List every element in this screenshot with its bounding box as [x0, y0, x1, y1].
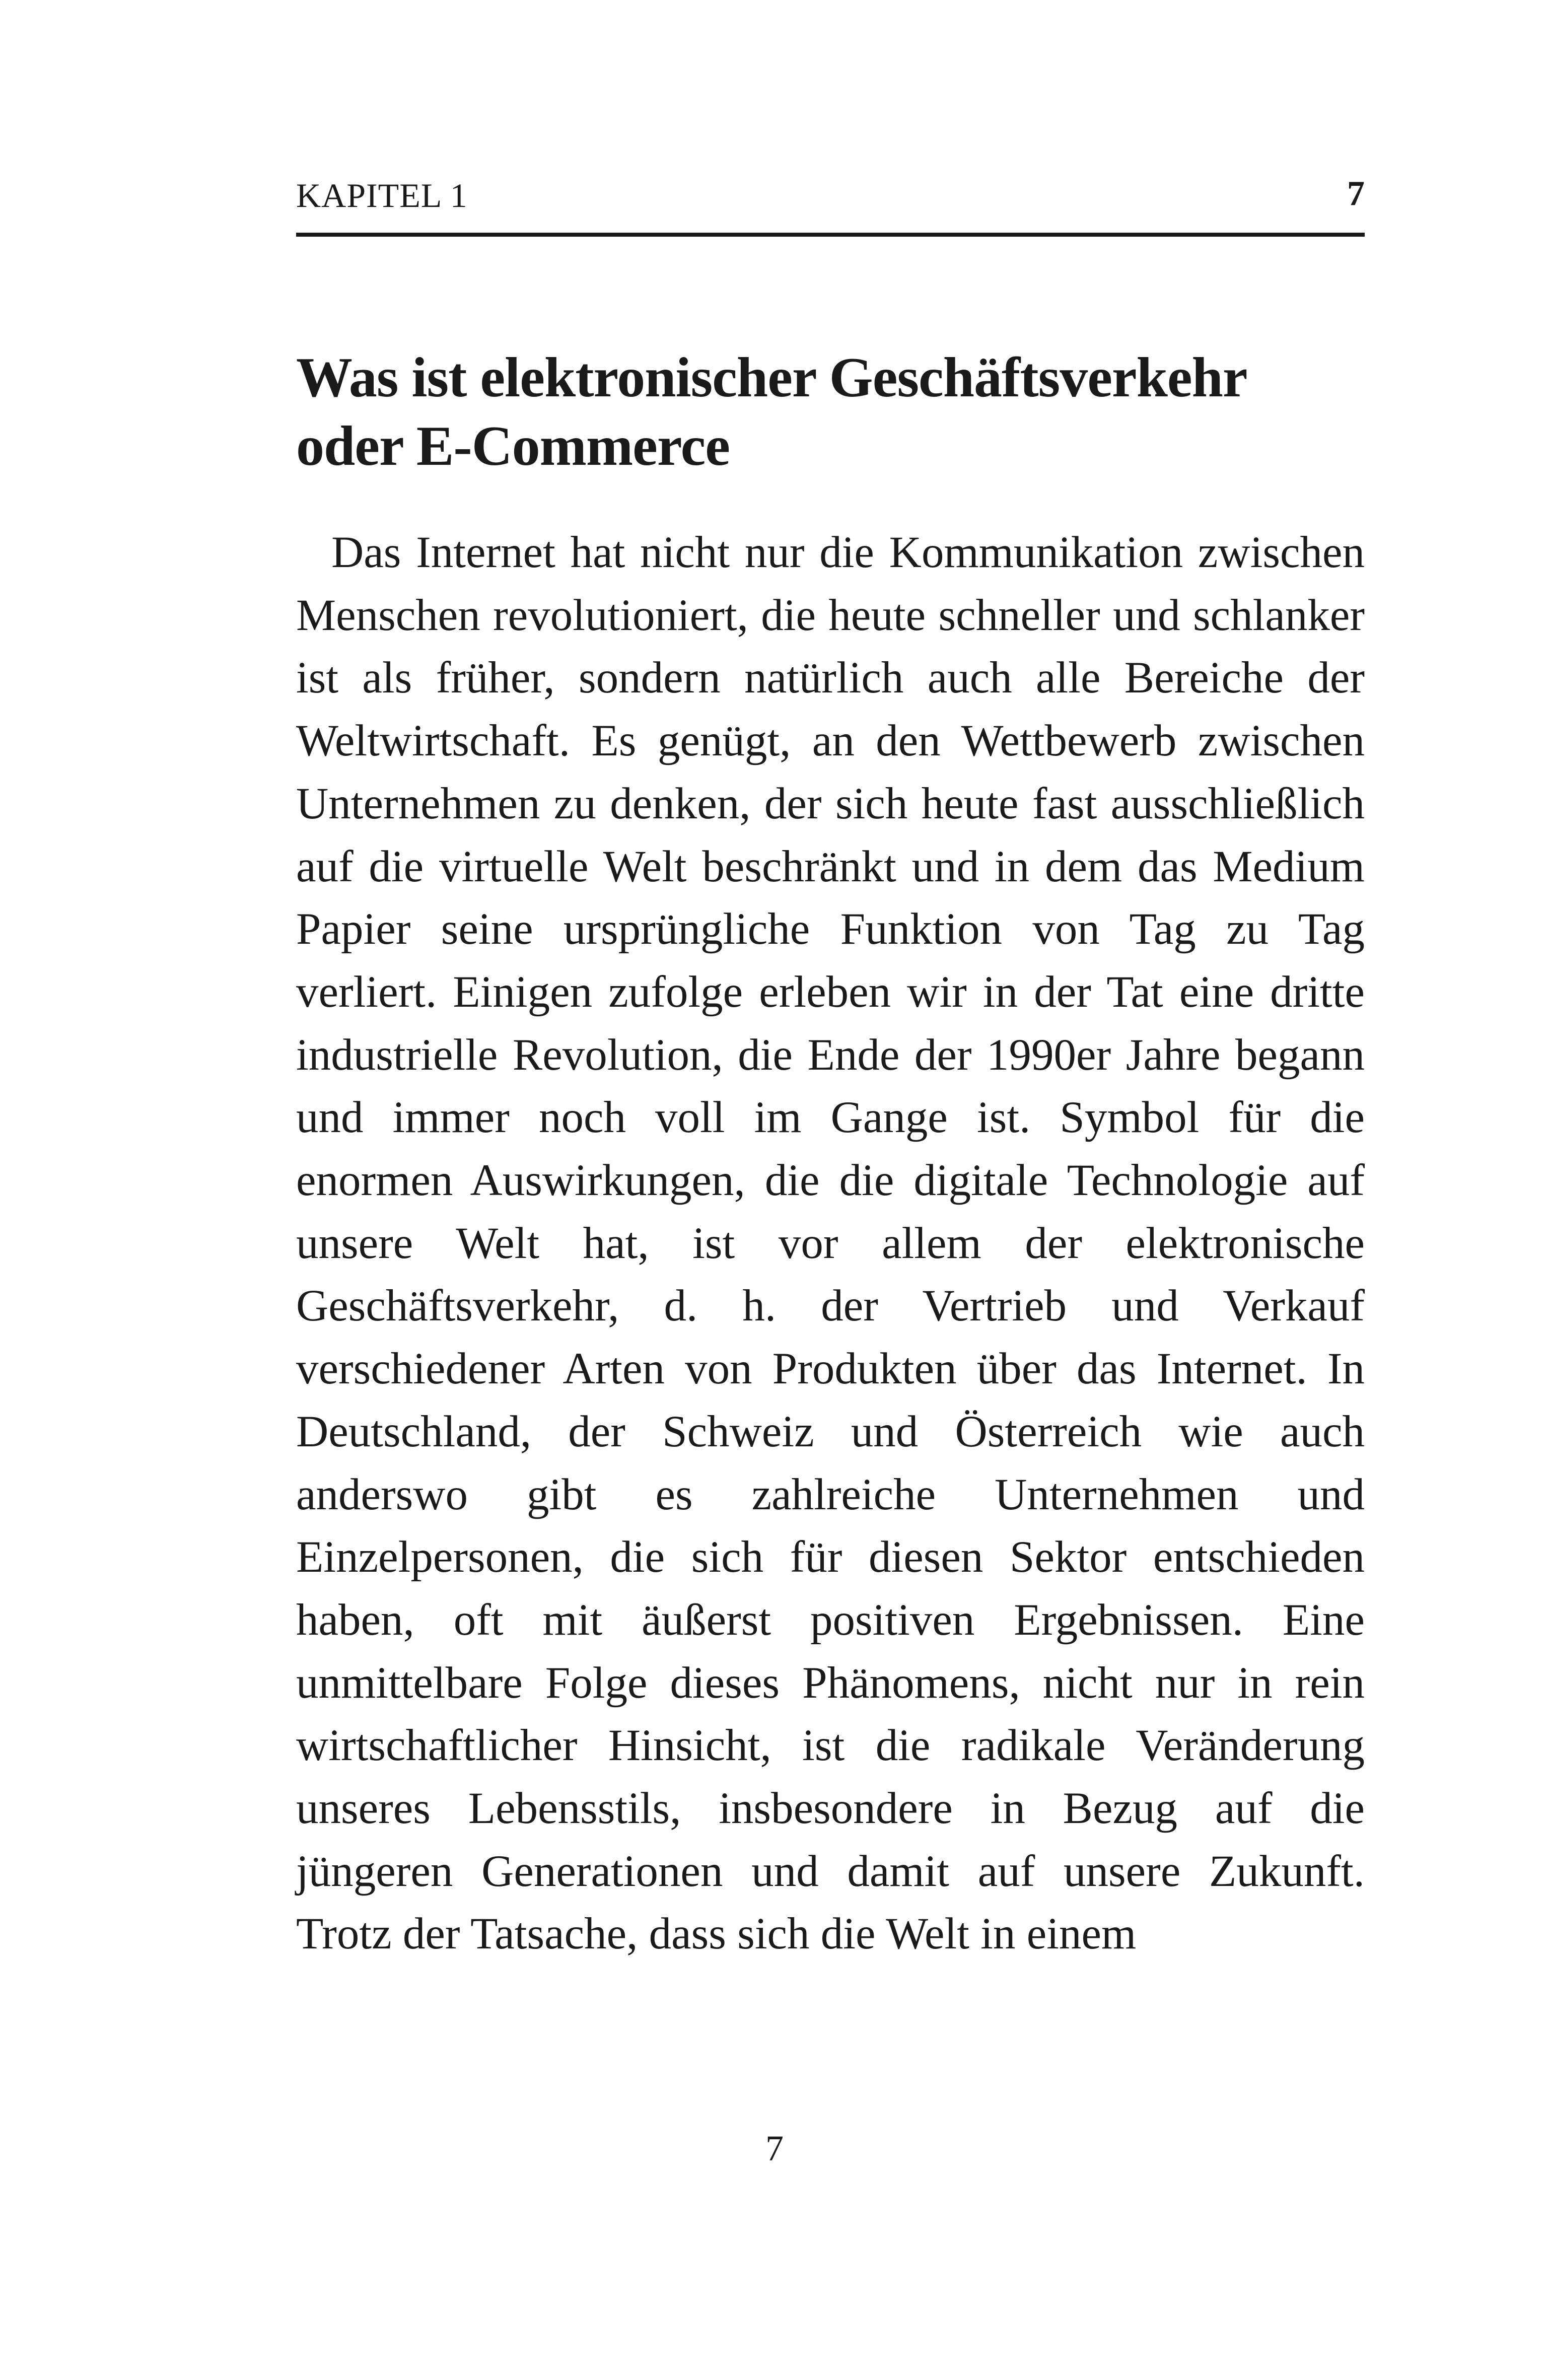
section-title-line-1: Was ist elektronischer Geschäftsverkehr [296, 346, 1247, 409]
header-page-number: 7 [1347, 174, 1365, 213]
chapter-label: KAPITEL 1 [296, 176, 468, 215]
footer-page-number: 7 [765, 2128, 784, 2168]
body-paragraph: Das Internet hat nicht nur die Kommunikation zwischen Menschen revolutioniert, die heute schneller und schlanker ist als früher, sondern natürlich auch alle Bereiche der Weltwirtschaft. Es genügt, an den Wettbewerb zwischen Unternehmen zu denken, der sich heute fast ausschließlich auf die virtuelle Welt beschränkt und in dem das Medium Papier seine ursprüngliche Funktion von Tag zu Tag verliert. Einigen zufolge erleben wir in der Tat eine dritte industrielle Revolution, die Ende der 1990er Jahre begann und immer noch voll im Gange ist. Symbol für die enormen Auswirkungen, die die digitale Technologie auf unsere Welt hat, ist vor allem der elektronische Geschäftsverkehr, d. h. der Vertrieb und Verkauf verschiedener Arten von Produkten über das Internet. In Deutschland, der Schweiz und Österreich wie auch anderswo gibt es zahlreiche Unternehmen und Einzelpersonen, die sich für diesen Sektor entschieden haben, oft mit äußerst positiven Ergebnissen. Eine unmittelbare Folge dieses Phänomens, nicht nur in rein wirtschaftlicher Hinsicht, ist die radikale Veränderung unseres Lebensstils, insbesondere in Bezug auf die jüngeren Generationen und damit auf unsere Zukunft. Trotz der Tatsache, dass sich die Welt in einem [296, 528, 1365, 1959]
section-title-line-2: oder E-Commerce [296, 415, 730, 477]
running-header [296, 171, 1365, 237]
section-title [296, 343, 1365, 480]
